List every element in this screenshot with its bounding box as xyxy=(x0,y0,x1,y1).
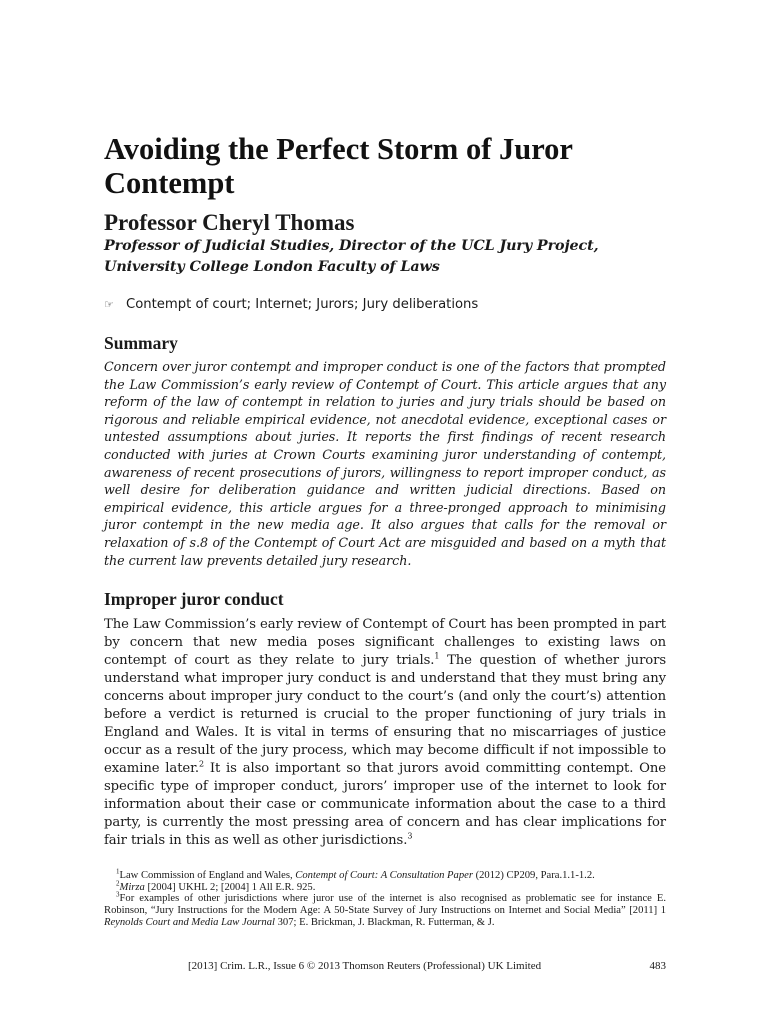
author-name: Professor Cheryl Thomas xyxy=(104,210,355,235)
summary-heading: Summary xyxy=(104,333,178,353)
footnote-text: Law Commission of England and Wales, xyxy=(119,870,296,882)
footnote-italic: Mirza xyxy=(119,881,145,893)
footnote-italic: Reynolds Court and Media Law Journal xyxy=(104,916,275,928)
footnote xyxy=(104,890,666,928)
section-paragraph xyxy=(104,616,666,850)
page-number: 483 xyxy=(649,960,666,972)
footnote-number: 2 xyxy=(116,879,120,888)
footnote-text: For examples of other jurisdictions where juror use of the internet is also recognised as problematic see for instance E. Robinson, “Jury Instructions for the Modern Age: A 50-State Survey of Jury Instructions on Internet and Social Media” [2011] 1 xyxy=(104,893,666,916)
article-page xyxy=(104,132,666,928)
pointing-hand-icon: ☞ xyxy=(104,298,114,311)
footnote-ref[interactable]: 2 xyxy=(198,759,204,769)
footnote-text: (2012) CP209, Para.1.1-1.2. xyxy=(472,870,595,882)
footnote-number: 1 xyxy=(116,867,120,876)
footnote-number: 3 xyxy=(116,890,120,899)
footnote-italic: Contempt of Court: A Consultation Paper xyxy=(295,870,473,882)
page-footer xyxy=(104,960,666,972)
keywords-text: Contempt of court; Internet; Jurors; Jury deliberations xyxy=(126,297,479,312)
paragraph-segment: The question of whether jurors understand what improper jury conduct is and understand that they must bring any concerns about improper jury conduct to the court’s (and only the court’s) attention before a verdict is returned is crucial to the proper functioning of jury trials in England and Wales. It is vital in terms of ensuring that no miscarriages of justice occur as a result of the jury process, which may become difficult if not impossible to examine later. xyxy=(104,653,666,777)
footnote-ref[interactable]: 3 xyxy=(407,831,413,841)
summary-text: Concern over juror contempt and improper conduct is one of the factors that prompted the Law Commission’s early review of Contempt of Court. This article argues that any reform of the law of contempt in relation to juries and jury trials should be based on rigorous and reliable empirical evidence, not anecdotal evidence, exceptional cases or untested assumptions about juries. It reports the first findings of recent research conducted with juries at Crown Courts examining juror understanding of contempt, awareness of recent prosecutions of jurors, willingness to report improper conduct, as well desire for deliberation guidance and written judicial directions. Based on empirical evidence, this article argues for a three-pronged approach to minimising juror contempt in the new media age. It also argues that calls for the removal or relaxation of s.8 of the Contempt of Court Act are misguided and based on a myth that the current law prevents detailed jury research. xyxy=(104,359,666,568)
footnote-text: [2004] UKHL 2; [2004] 1 All E.R. 925. xyxy=(144,881,316,893)
paragraph-segment: The Law Commission’s early review of Contempt of Court has been prompted in part by concern that new media poses significant challenges to existing laws on contempt of court as they relate to jury trials. xyxy=(104,617,666,669)
footnotes xyxy=(104,867,666,928)
footnote xyxy=(104,879,666,894)
footnote-text: 307; E. Brickman, J. Blackman, R. Futterman, & J. xyxy=(274,916,495,928)
footnote xyxy=(104,867,666,882)
section-heading: Improper juror conduct xyxy=(104,589,284,610)
article-title: Avoiding the Perfect Storm of Juror Contempt xyxy=(104,132,573,200)
footnote-ref[interactable]: 1 xyxy=(434,651,440,661)
keywords-line xyxy=(104,296,666,314)
journal-citation: [2013] Crim. L.R., Issue 6 © 2013 Thomson Reuters (Professional) UK Limited xyxy=(188,960,542,972)
author-affiliation: Professor of Judicial Studies, Director of the UCL Jury Project, University College London Faculty of Laws xyxy=(104,238,599,275)
paragraph-segment: It is also important so that jurors avoid committing contempt. One specific type of improper conduct, jurors’ improper use of the internet to look for information about their case or communicate information about the case to a third party, is currently the most pressing area of concern and has clear implications for fair trials in this as well as other jurisdictions. xyxy=(104,761,666,849)
